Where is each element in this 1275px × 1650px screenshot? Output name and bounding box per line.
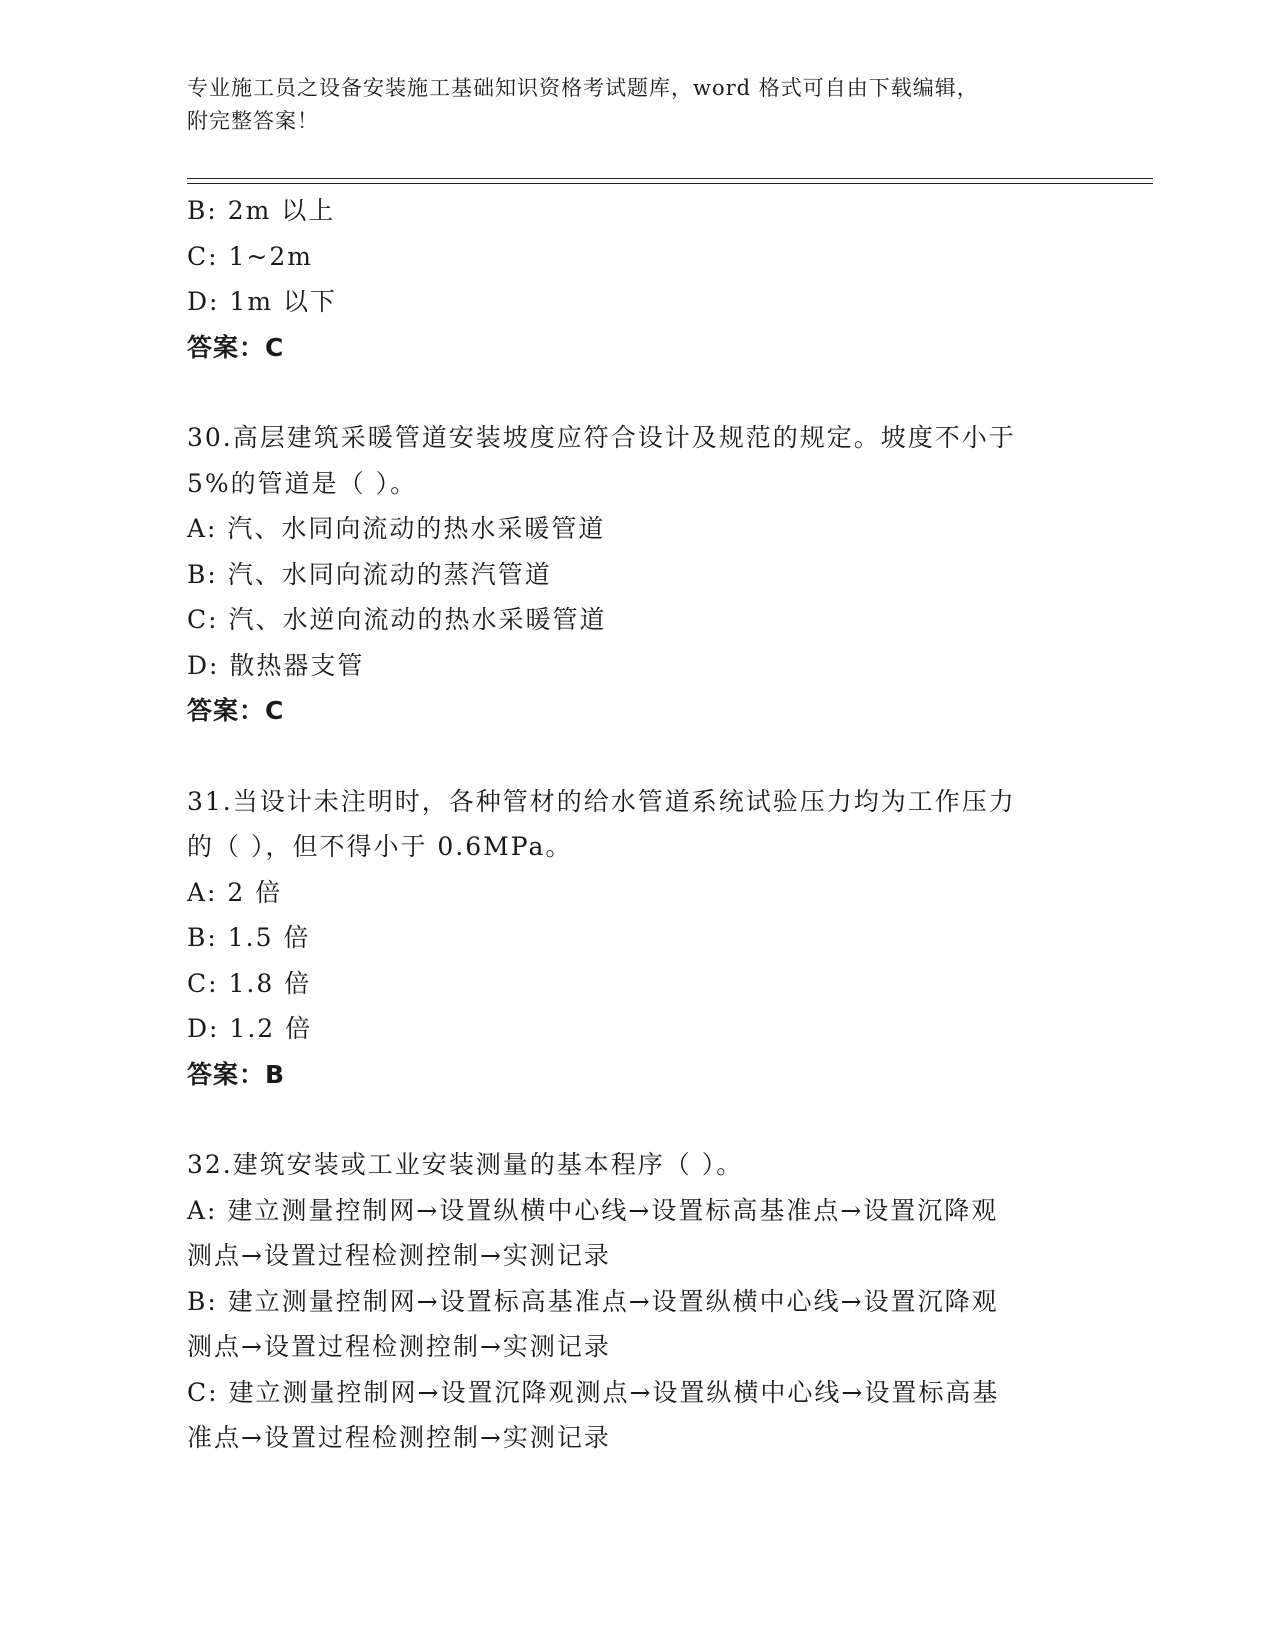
question-stem: 31.当设计未注明时，各种管材的给水管道系统试验压力均为工作压力 [187,786,1016,816]
question-stem: 的（ ），但不得小于 0.6MPa。 [187,832,573,861]
option-c-continued: 准点→设置过程检测控制→实测记录 [187,1423,611,1452]
option-c: C: 1~2m [187,241,313,271]
option-a: A: 建立测量控制网→设置纵横中心线→设置标高基准点→设置沉降观 [187,1195,999,1225]
question-29-continued [187,188,1087,370]
spacer [187,370,1087,415]
header-divider-top [187,178,1153,179]
option-a: A: 2 倍 [187,877,283,907]
question-32 [187,1142,1087,1461]
spacer [187,734,1087,779]
question-stem: 32.建筑安装或工业安装测量的基本程序（ ）。 [187,1150,744,1179]
answer: 答案：C [187,696,285,725]
question-31 [187,779,1087,1098]
option-a: A: 汽、水同向流动的热水采暖管道 [187,514,606,543]
question-stem: 30.高层建筑采暖管道安装坡度应符合设计及规范的规定。坡度不小于 [187,423,1016,452]
option-b: B: 2m 以上 [187,196,336,225]
option-d: D: 1m 以下 [187,287,337,316]
option-c: C: 1.8 倍 [187,968,312,998]
option-d: D: 1.2 倍 [187,1014,313,1043]
option-a-continued: 测点→设置过程检测控制→实测记录 [187,1241,611,1270]
header-line-1: 专业施工员之设备安装施工基础知识资格考试题库，word 格式可自由下载编辑， [187,76,979,100]
header-line-2: 附完整答案！ [187,109,319,133]
answer: 答案：B [187,1059,286,1089]
header-divider-bottom [187,183,1153,184]
option-b: B: 汽、水同向流动的蒸汽管道 [187,559,552,589]
answer: 答案：C [187,332,285,362]
option-b-continued: 测点→设置过程检测控制→实测记录 [187,1332,611,1361]
option-b: B: 建立测量控制网→设置标高基准点→设置纵横中心线→设置沉降观 [187,1286,999,1316]
option-c: C: 建立测量控制网→设置沉降观测点→设置纵横中心线→设置标高基 [187,1377,1000,1407]
question-30 [187,415,1087,734]
question-list [187,188,1087,1461]
spacer [187,1097,1087,1142]
option-b: B: 1.5 倍 [187,923,311,952]
question-stem: 5%的管道是（ ）。 [187,468,418,498]
option-d: D: 散热器支管 [187,650,365,680]
document-header [187,72,1067,138]
option-c: C: 汽、水逆向流动的热水采暖管道 [187,605,607,634]
